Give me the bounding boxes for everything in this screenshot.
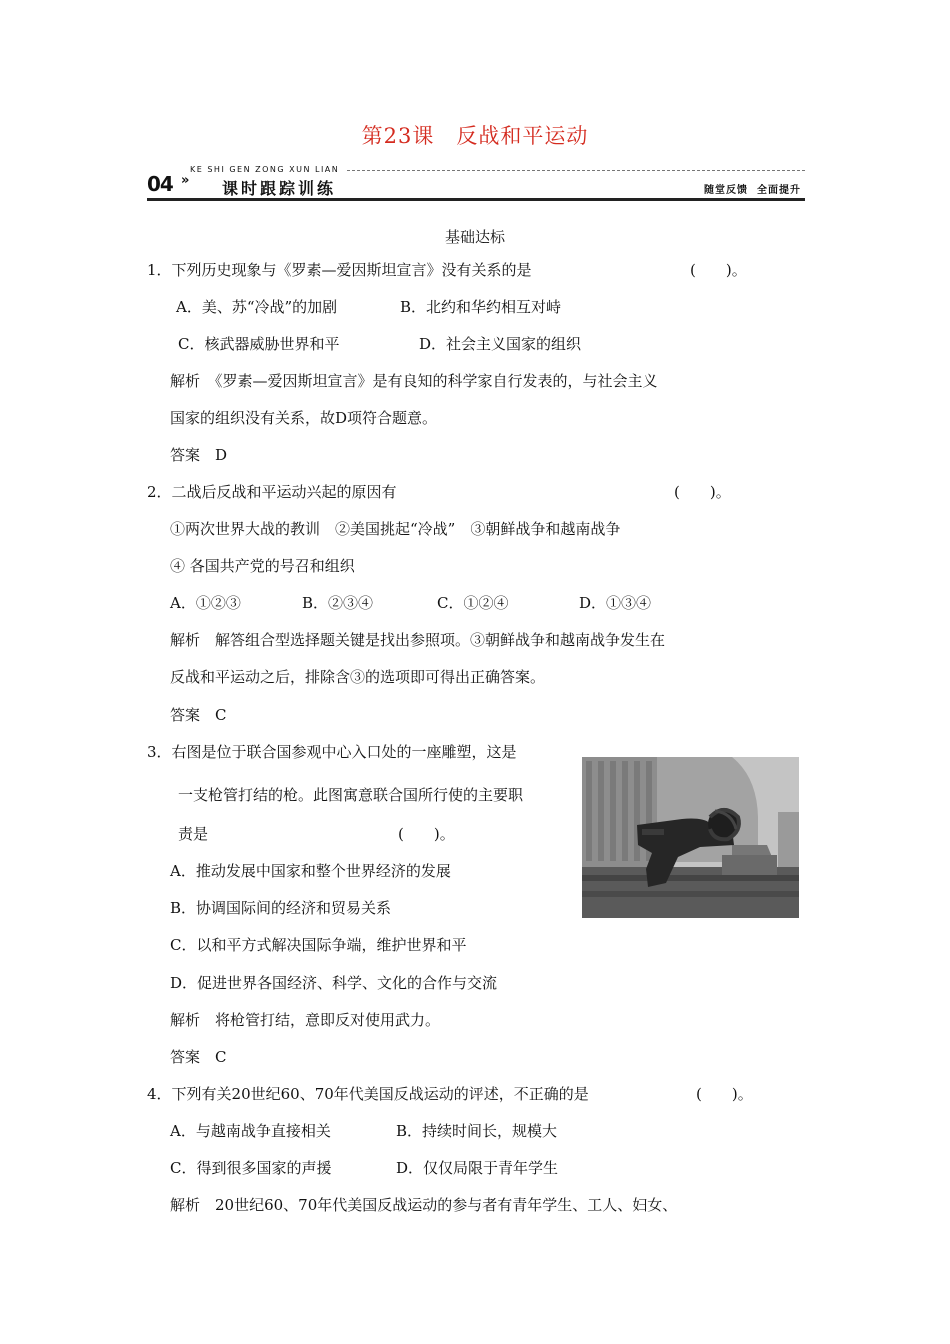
section-banner — [147, 163, 805, 203]
q1-option-c: C．核武器威胁世界和平 — [178, 335, 340, 353]
q3-stem-line-1: 3．右图是位于联合国参观中心入口处的一座雕塑，这是 — [147, 743, 517, 761]
banner-label: 课时跟踪训练 — [222, 179, 337, 198]
q2-analysis-line-2: 反战和平运动之后，排除含③的选项即可得出正确答案。 — [170, 668, 546, 686]
q3-option-c: C．以和平方式解决国际争端，维护世界和平 — [170, 936, 467, 954]
q4-option-a: A．与越南战争直接相关 — [170, 1122, 331, 1140]
q3-analysis: 解析 将枪管打结，意即反对使用武力。 — [170, 1011, 441, 1029]
banner-right-text: 随堂反馈 全面提升 — [704, 185, 801, 196]
q1-bracket: ( )。 — [690, 261, 747, 279]
lesson-title: 第23课 反战和平运动 — [361, 124, 589, 148]
q3-option-b: B．协调国际间的经济和贸易关系 — [170, 899, 392, 917]
q4-option-b: B．持续时间长，规模大 — [396, 1122, 558, 1140]
q2-analysis-line-1: 解析 解答组合型选择题关键是找出参照项。③朝鲜战争和越南战争发生在 — [170, 631, 666, 649]
q2-stem: 2．二战后反战和平运动兴起的原因有 — [147, 483, 397, 501]
q1-answer: 答案 D — [170, 446, 228, 464]
section-heading: 基础达标 — [444, 228, 505, 246]
q1-option-a: A．美、苏“冷战”的加剧 — [176, 298, 338, 316]
q2-option-a: A．①②③ — [170, 594, 241, 612]
q1-analysis-line-1: 解析 《罗素—爱因斯坦宣言》是有良知的科学家自行发表的，与社会主义 — [170, 372, 658, 390]
q3-stem-line-3: 责是 — [178, 825, 209, 843]
q2-option-b: B．②③④ — [302, 594, 374, 612]
q4-option-c: C．得到很多国家的声援 — [170, 1159, 332, 1177]
banner-dashed-rule — [347, 170, 805, 171]
q2-items-line-1: ①两次世界大战的教训 ②美国挑起“冷战” ③朝鲜战争和越南战争 — [170, 520, 621, 538]
q3-option-d: D．促进世界各国经济、科学、文化的合作与交流 — [170, 974, 498, 992]
double-chevron-icon: » — [181, 173, 190, 188]
q2-option-c: C．①②④ — [437, 594, 509, 612]
knotted-gun-sculpture-image — [582, 757, 799, 918]
q1-analysis-line-2: 国家的组织没有关系，故D项符合题意。 — [170, 409, 438, 427]
q2-items-line-2: ④ 各国共产党的号召和组织 — [170, 557, 355, 575]
q3-bracket: ( )。 — [398, 825, 455, 843]
banner-number: 04 — [147, 172, 173, 196]
q4-stem: 4．下列有关20世纪60、70年代美国反战运动的评述，不正确的是 — [147, 1085, 589, 1103]
banner-pinyin: KE SHI GEN ZONG XUN LIAN — [190, 165, 340, 174]
q4-bracket: ( )。 — [696, 1085, 753, 1103]
q1-stem: 1．下列历史现象与《罗素—爱因斯坦宣言》没有关系的是 — [147, 261, 532, 279]
q3-stem-line-2: 一支枪管打结的枪。此图寓意联合国所行使的主要职 — [178, 786, 524, 804]
q3-answer: 答案 C — [170, 1048, 227, 1066]
q4-analysis-line-1: 解析 20世纪60、70年代美国反战运动的参与者有青年学生、工人、妇女、 — [170, 1196, 678, 1214]
q1-option-b: B．北约和华约相互对峙 — [400, 298, 562, 316]
q2-option-d: D．①③④ — [579, 594, 652, 612]
q4-option-d: D．仅仅局限于青年学生 — [396, 1159, 559, 1177]
q1-option-d: D．社会主义国家的组织 — [419, 335, 582, 353]
q2-answer: 答案 C — [170, 706, 227, 724]
q3-option-a: A．推动发展中国家和整个世界经济的发展 — [170, 862, 451, 880]
banner-rule — [147, 198, 805, 201]
sculpture-photo-drawing — [582, 757, 799, 918]
q2-bracket: ( )。 — [674, 483, 731, 501]
